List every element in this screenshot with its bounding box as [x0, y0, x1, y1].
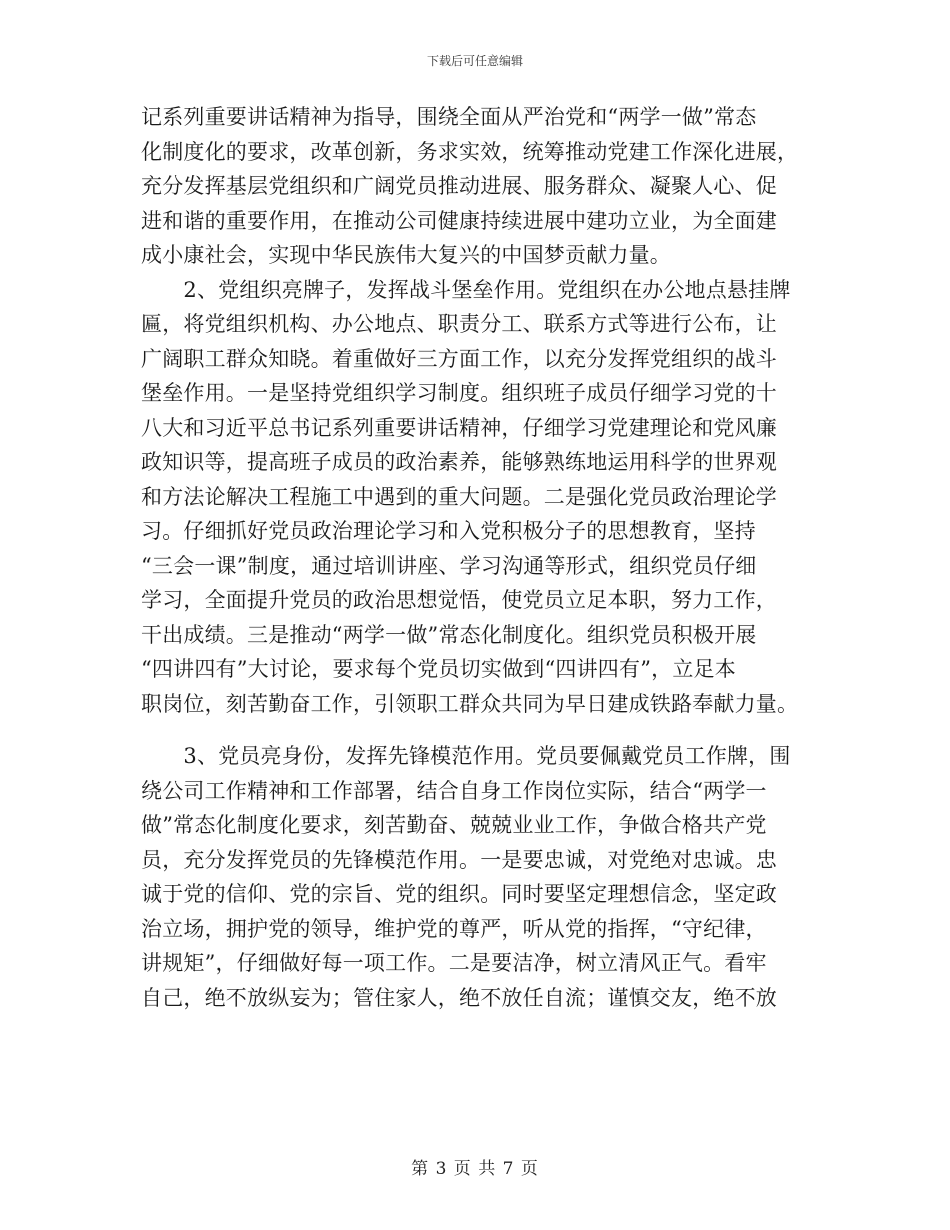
text-line: 讲规矩”，仔细做好每一项工作。二是要洁净，树立清风正气。看牢 [141, 951, 767, 975]
text-line: 做”常态化制度化要求，刻苦勤奋、兢兢业业工作，争做合格共产党 [141, 813, 767, 837]
text-line: 员，充分发挥党员的先锋模范作用。一是要忠诚，对党绝对忠诚。忠 [141, 847, 777, 872]
paragraph-block-2 [141, 739, 809, 1015]
text-line: 绕公司工作精神和工作部署，结合自身工作岗位实际，结合“两学一 [141, 778, 767, 803]
text-line: 堡垒作用。一是坚持党组织学习制度。组织班子成员仔细学习党的十 [141, 381, 777, 405]
document-body [141, 100, 809, 1015]
text-line: 治立场，拥护党的领导，维护党的尊严，听从党的指挥，“守纪律， [141, 916, 767, 941]
text-line: 诚于党的信仰、党的宗旨、党的组织。同时要坚定理想信念，坚定政 [141, 882, 777, 906]
text-line: 政知识等，提高班子成员的政治素养，能够熟练地运用科学的世界观 [141, 450, 777, 474]
text-line: 充分发挥基层党组织和广阔党员推动进展、服务群众、凝聚人心、促 [141, 174, 777, 198]
text-line: 匾，将党组织机构、办公地点、职责分工、联系方式等进行公布，让 [141, 312, 777, 336]
text-line: 习。仔细抓好党员政治理论学习和入党积极分子的思想教育，坚持 [141, 519, 756, 543]
text-line: 自己，绝不放纵妄为；管住家人，绝不放任自流；谨慎交友，绝不放 [141, 985, 777, 1010]
text-line: 化制度化的要求，改革创新，务求实效，统筹推动党建工作深化进展， [141, 139, 799, 164]
text-line: 进和谐的重要作用，在推动公司健康持续进展中建功立业，为全面建 [141, 208, 777, 233]
text-line: 2、党组织亮牌子，发挥战斗堡垒作用。党组织在办公地点悬挂牌 [141, 277, 791, 302]
text-line: 记系列重要讲话精神为指导，围绕全面从严治党和“两学一做”常态 [141, 105, 757, 129]
text-line: 3、党员亮身份，发挥先锋模范作用。党员要佩戴党员工作牌，围 [141, 744, 791, 768]
paragraph-block-1 [141, 100, 809, 721]
text-line: “三会一课”制度，通过培训讲座、学习沟通等形式，组织党员仔细 [141, 553, 757, 578]
paragraph-gap [141, 721, 809, 739]
text-line: “四讲四有”大讨论，要求每个党员切实做到“四讲四有”，立足本 [141, 657, 736, 681]
text-line: 和方法论解决工程施工中遇到的重大问题。二是强化党员政治理论学 [141, 484, 777, 509]
text-line: 职岗位，刻苦勤奋工作，引领职工群众共同为早日建成铁路奉献力量。 [141, 691, 799, 716]
page-footer: 第 3 页 共 7 页 [411, 1159, 539, 1179]
text-line: 八大和习近平总书记系列重要讲话精神，仔细学习党建理论和党风廉 [141, 415, 777, 440]
text-line: 成小康社会，实现中华民族伟大复兴的中国梦贡献力量。 [141, 243, 671, 267]
page-header: 下载后可任意编辑 [426, 54, 523, 68]
text-line: 干出成绩。三是推动“两学一做”常态化制度化。组织党员积极开展 [141, 622, 757, 647]
text-line: 广阔职工群众知晓。着重做好三方面工作，以充分发挥党组织的战斗 [141, 346, 777, 371]
text-line: 学习，全面提升党员的政治思想觉悟，使党员立足本职，努力工作， [141, 588, 777, 612]
